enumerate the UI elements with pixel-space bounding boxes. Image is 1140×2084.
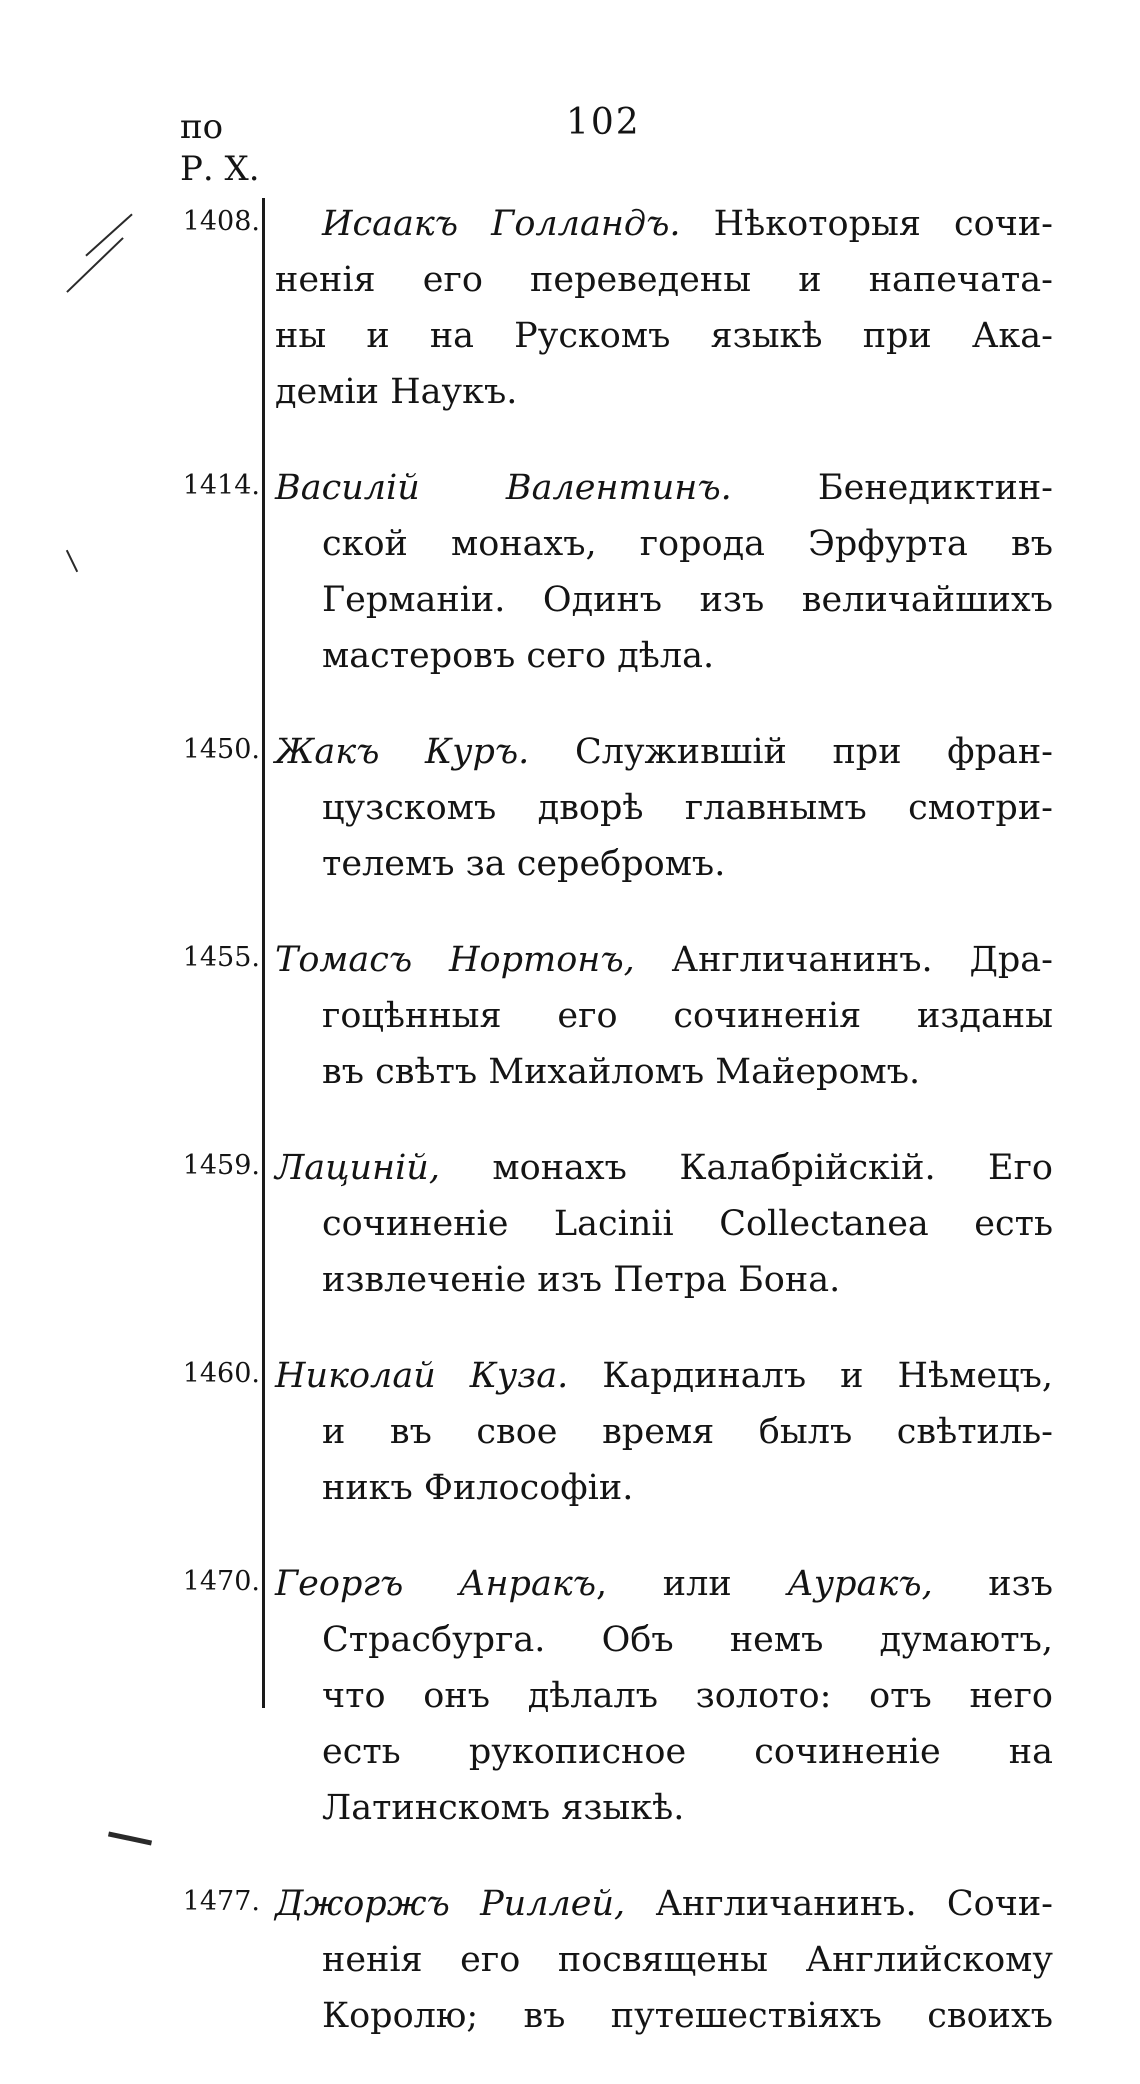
entry-text [275,724,1053,892]
entry-line: телемъ за серебромъ. [322,844,726,884]
entry-line: Германіи. Одинъ изъ величайшихъ [322,580,1053,620]
entry-line: въ свѣтъ Михайломъ Майеромъ. [322,1052,921,1092]
entry-line: никъ Философіи. [322,1468,634,1508]
entry-line: есть рукописное сочиненіе на [322,1732,1053,1772]
era-label-line-1: по [180,107,224,147]
entry-person-name: Жакъ Куръ. [275,732,530,772]
entry-text [275,1140,1053,1308]
entry-line-rest: Англичанинъ. Дра- [634,940,1054,980]
entry-line-rest: изъ [932,1564,1053,1604]
entry-text [275,1556,1053,1836]
entry-person-name: Джоржъ Риллей, [275,1884,626,1924]
entry [0,1876,1140,2044]
entry-person-name: Георгъ Анракъ [275,1564,597,1604]
entry-line-rest: монахъ Калабрійскій. Его [439,1148,1053,1188]
entry-line: ской монахъ, города Эрфурта въ [322,524,1053,564]
entry [0,932,1140,1100]
entry-line [275,932,1053,988]
entry [0,1556,1140,1836]
entry-line [275,196,1053,252]
entry-line: ненія его посвящены Английскому [322,1940,1053,1980]
entry [0,724,1140,892]
entry-line: Страсбурга. Объ немъ думаютъ, [322,1620,1053,1660]
entry-line: ны и на Рускомъ языкѣ при Ака- [275,316,1053,356]
entry-year: 1460. [182,1358,260,1389]
entry-list [0,196,1140,2084]
entry-line [275,1876,1053,1932]
entry-year: 1414. [182,470,260,501]
entry-person-name: Томасъ Нортонъ, [275,940,635,980]
entry [0,196,1140,420]
entry-text [275,932,1053,1100]
entry-line: что онъ дѣлалъ золото: отъ него [322,1676,1053,1716]
entry-line: мастеровъ сего дѣла. [322,636,715,676]
entry-person-name: Василій Валентинъ. [275,468,732,508]
entry-line: цузскомъ дворѣ главнымъ смотри- [322,788,1053,828]
era-label-line-2: Р. Х. [180,149,260,189]
entry-person-alt-name: Ауракъ, [787,1564,933,1604]
entry-person-name: Исаакъ Голландъ. [322,204,681,244]
entry-line [275,1348,1053,1404]
entry-person-name: Николай Куза. [275,1356,569,1396]
entry-line: гоцѣнныя его сочиненія изданы [322,996,1053,1036]
entry-line: деміи Наукъ. [275,372,518,412]
entry-line-rest: , или [596,1564,788,1604]
entry-year: 1450. [182,734,260,765]
entry-year: 1477. [182,1886,260,1917]
entry-text [275,460,1053,684]
page-number: 102 [566,102,641,143]
entry-text [275,1348,1053,1516]
entry-year: 1408. [182,206,260,237]
entry-line-rest: Нѣкоторыя сочи- [680,204,1053,244]
entry-year: 1455. [182,942,260,973]
entry-line: и въ свое время былъ свѣтиль- [322,1412,1053,1452]
entry-line: Латинскомъ языкѣ. [322,1788,685,1828]
entry-person-name: Лациній, [275,1148,440,1188]
entry-line [275,1556,1053,1612]
entry-line [275,1140,1053,1196]
entry-year: 1459. [182,1150,260,1181]
entry-line-rest: Служившій при фран- [529,732,1054,772]
entry-year: 1470. [182,1566,260,1597]
entry-line-rest: Кардиналъ и Нѣмецъ, [568,1356,1053,1396]
entry [0,1348,1140,1516]
entry-line: сочиненіе Lacinii Collectanea есть [322,1204,1053,1244]
entry-line: Королю; въ путешествіяхъ своихъ [322,1996,1053,2036]
entry-line: ненія его переведены и напечата- [275,260,1053,300]
entry-line [275,460,1053,516]
entry [0,460,1140,684]
entry-line-rest: Бенедиктин- [731,468,1053,508]
entry-line: извлеченіе изъ Петра Бона. [322,1260,841,1300]
entry-text [275,196,1053,420]
entry-text [275,1876,1053,2044]
entry-line [275,724,1053,780]
entry-line-rest: Англичанинъ. Сочи- [625,1884,1054,1924]
entry [0,1140,1140,1308]
era-label [180,106,260,190]
